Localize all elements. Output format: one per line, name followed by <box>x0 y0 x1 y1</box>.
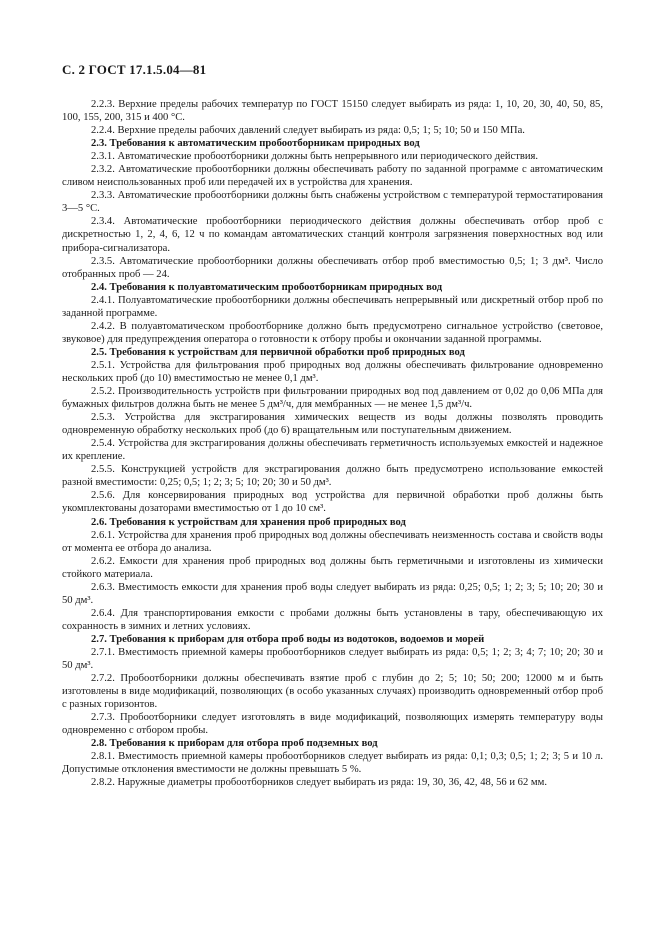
paragraph: 2.3.5. Автоматические пробоотборники должны обеспечивать отбор проб вместимостью 0,5; 1; 3 дм³. Число отобранных проб — 24. <box>62 255 603 280</box>
paragraph: 2.5.2. Производительность устройств при фильтровании природных вод под давлением от 0,02 до 0,06 МПа для бумажных фильтров должна быть не менее 5 дм³/ч, для мембранных — не менее 1,5 дм³/ч. <box>62 386 603 411</box>
paragraph: 2.5.4. Устройства для экстрагирования должны обеспечивать герметичность используемых емкостей и надежное их крепление. <box>62 438 603 463</box>
document-page <box>62 62 603 789</box>
paragraph: 2.8.1. Вместимость приемной камеры пробоотборников следует выбирать из ряда: 0,1; 0,3; 0,5; 1; 2; 3; 5 и 10 л. Допустимые отклонения вместимости не должны превышать 5 %. <box>62 751 603 776</box>
section-heading: 2.8. Требования к приборам для отбора проб подземных вод <box>91 738 378 750</box>
paragraph: 2.5.6. Для консервирования природных вод устройства для первичной обработки проб должны быть укомплектованы дозаторами вместимостью от 1 до 10 см³. <box>62 490 603 515</box>
paragraph: 2.7.1. Вместимость приемной камеры пробоотборников следует выбирать из ряда: 0,5; 1; 2; 3; 4; 7; 10; 20; 30 и 50 дм³. <box>62 646 603 672</box>
page-header: С. 2 ГОСТ 17.1.5.04—81 <box>62 62 207 77</box>
paragraph: 2.5.5. Конструкцией устройств для экстрагирования должно быть предусмотрено использование емкостей разной вместимости: 0,25; 0,5; 1; 2; 3; 5; 10; 20; 30 и 50 дм³. <box>62 464 603 489</box>
paragraph: 2.5.1. Устройства для фильтрования проб природных вод должны обеспечивать фильтрование одновременно нескольких проб (до 10) вместимостью не менее 0,1 дм³. <box>62 359 603 384</box>
paragraph: 2.7.3. Пробоотборники следует изготовлять в виде модификаций, позволяющих измерять температуру воды одновременно с отбором пробы. <box>62 712 603 737</box>
section-heading: 2.6. Требования к устройствам для хранения проб природных вод <box>91 516 406 528</box>
paragraph: 2.6.4. Для транспортирования емкости с пробами должны быть установлены в тару, обеспечивающую их сохранность в зимних и летних условиях. <box>62 607 603 632</box>
section-heading: 2.3. Требования к автоматическим пробоотборникам природных вод <box>91 138 420 150</box>
paragraph: 2.7.2. Пробоотборники должны обеспечивать взятие проб с глубин до 2; 5; 10; 50; 200; 12000 м и быть изготовлены в виде модификаций, позволяющих (в особо указанных случаях) производить одновременный отбор проб с разных горизонтов. <box>62 673 603 711</box>
paragraph: 2.4.2. В полуавтоматическом пробоотборнике должно быть предусмотрено сигнальное устройство (световое, звуковое) для предупреждения оператора о готовности к отбору пробы и окончании заданной программы. <box>62 320 603 345</box>
paragraph: 2.4.1. Полуавтоматические пробоотборники должны обеспечивать непрерывный или дискретный отбор проб по заданной программе. <box>62 294 603 319</box>
paragraph: 2.3.4. Автоматические пробоотборники периодического действия должны обеспечивать отбор проб с дискретностью 1, 2, 4, 6, 12 ч по командам автоматических станций контроля загрязнения поверхностных вод или прибора-сигнализатора. <box>62 216 603 254</box>
paragraph: 2.2.4. Верхние пределы рабочих давлений следует выбирать из ряда: 0,5; 1; 5; 10; 50 и 150 МПа. <box>91 125 525 137</box>
paragraph: 2.3.1. Автоматические пробоотборники должны быть непрерывного или периодического действия. <box>91 151 539 163</box>
paragraph: 2.3.2. Автоматические пробоотборники должны обеспечивать работу по заданной программе с автоматическим сливом неиспользованных проб или передачей их в устройства для хранения. <box>62 164 603 189</box>
paragraph: 2.5.3. Устройства для экстрагирования химических веществ из воды должны позволять проводить одновременную обработку нескольких проб (до 6) вращательным или поступательным движением. <box>62 412 603 437</box>
paragraph: 2.3.3. Автоматические пробоотборники должны быть снабжены устройством с температурой термостатирования 3—5 °С. <box>62 190 603 215</box>
section-heading: 2.5. Требования к устройствам для первичной обработки проб природных вод <box>91 346 465 358</box>
paragraph: 2.2.3. Верхние пределы рабочих температур по ГОСТ 15150 следует выбирать из ряда: 1, 10, 20, 30, 40, 50, 85, 100, 155, 200, 315 и 400 °С. <box>62 99 603 124</box>
document-body <box>62 98 603 789</box>
paragraph: 2.6.3. Вместимость емкости для хранения проб воды следует выбирать из ряда: 0,25; 0,5; 1; 2; 3; 5; 10; 20; 30 и 50 дм³. <box>62 581 603 606</box>
paragraph: 2.6.2. Емкости для хранения проб природных вод должны быть герметичными и изготовлены из химически стойкого материала. <box>62 555 603 580</box>
paragraph: 2.8.2. Наружные диаметры пробоотборников следует выбирать из ряда: 19, 30, 36, 42, 48, 56 и 62 мм. <box>91 777 547 789</box>
section-heading: 2.4. Требования к полуавтоматическим пробоотборникам природных вод <box>91 281 443 293</box>
section-heading: 2.7. Требования к приборам для отбора проб воды из водотоков, водоемов и морей <box>91 633 485 645</box>
paragraph: 2.6.1. Устройства для хранения проб природных вод должны обеспечивать неизменность состава и свойств воды от момента ее отбора до анализа. <box>62 529 603 554</box>
